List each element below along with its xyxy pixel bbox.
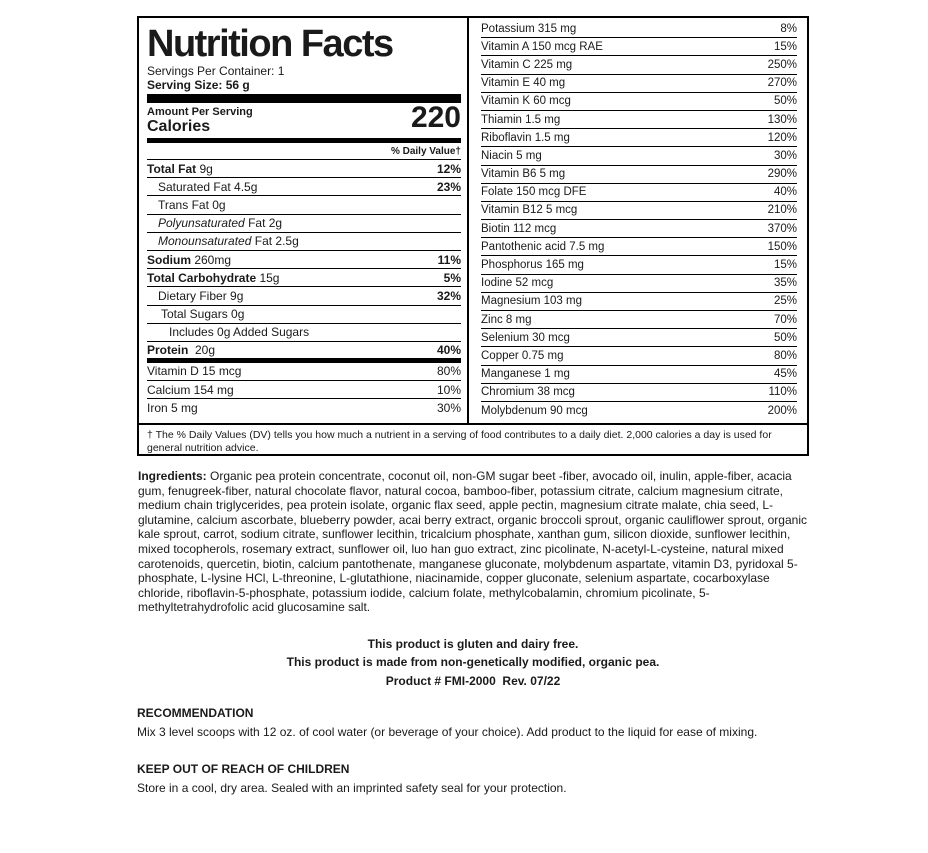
nutrient-row: [147, 160, 461, 178]
nutrient-row: [147, 196, 461, 214]
vitamin-percent: 50%: [773, 95, 797, 108]
nutrient-label-bold: Total Fat: [147, 161, 197, 176]
vitamin-row: [147, 381, 461, 399]
vitamin-label: Zinc 8 mg: [481, 313, 532, 326]
vitamin-row: [481, 147, 797, 165]
vitamin-label: Vitamin A 150 mcg RAE: [481, 40, 603, 53]
vitamin-label: Manganese 1 mg: [481, 368, 570, 381]
nutrient-percent: 40%: [436, 342, 461, 357]
vitamin-percent: 250%: [767, 58, 797, 71]
nutrient-percent: 12%: [436, 161, 461, 176]
vitamin-percent: 200%: [767, 405, 797, 418]
daily-value-header: % Daily Value†: [147, 143, 461, 160]
nutrient-row: [147, 269, 461, 287]
servings-per-container: Servings Per Container: 1: [147, 64, 285, 78]
nutrient-label: Dietary Fiber 9g: [158, 288, 244, 303]
vitamin-percent: 30%: [773, 149, 797, 162]
nutrient-label: 9g: [196, 161, 213, 176]
vitamin-label: Vitamin B6 5 mg: [481, 168, 566, 181]
vitamin-percent: 270%: [767, 77, 797, 90]
vitamin-percent: 15%: [773, 259, 797, 272]
calories-label: Calories: [147, 118, 211, 135]
nutrient-row: [147, 342, 461, 363]
ingredients-text: Organic pea protein concentrate, coconut oil, non-GM sugar beet -fiber, avocado oil, inulin, apple-fiber, acacia gum, fenugreek-fiber, natural chocolate flavor, natural cocoa, bamboo-fiber, potassium citrate, calcium magnesium citrate, medium chain triglycerides, pea protein isolate, organic flax seed, apple pectin, magnesium citrate malate, chia seed, L-glutamine, calcium ascorbate, blueberry powder, acai berry extract, organic broccoli sprout, organic cauliflower sprout, organic kale sprout, carrot, sodium citrate, sunflower lecithin, tricalcium phosphate, xanthan gum, silicon dioxide, sunflower lecithin, mixed tocopherols, rosemary extract, sunflower oil, luo han guo extract, zinc picolinate, N-acetyl-L-cysteine, natural mixed carotenoids, quercetin, biotin, calcium pantothenate, manganese gluconate, molybdenum aspartate, vitamin D3, pyridoxal 5-phosphate, L-lysine HCl, L-threonine, L-glutathione, niacinamide, copper gluconate, selenium aspartate, cocarboxylase chloride, riboflavin-5-phosphate, potassium iodide, calcium folate, methylcobalamin, chromium picolinate, 5-methyltetrahydrofolic acid glucosamine salt.: [138, 469, 807, 615]
recommendation-text: Mix 3 level scoops with 12 oz. of cool water (or beverage of your choice). Add product to the liquid for ease of mixing.: [137, 725, 758, 739]
nutrient-label: Fat 2.5g: [251, 234, 299, 249]
vitamin-percent: 370%: [767, 222, 797, 235]
vitamin-row: [481, 311, 797, 329]
vitamin-label: Iodine 52 mcg: [481, 277, 554, 290]
nutrient-percent: 32%: [436, 288, 461, 303]
nutrient-label: 20g: [188, 342, 216, 357]
gluten-free-statement: This product is gluten and dairy free.: [367, 637, 579, 651]
vitamin-percent: 8%: [780, 22, 797, 35]
nutrition-left-column: [139, 18, 469, 423]
vitamin-row: [481, 75, 797, 93]
vitamin-percent: 80%: [436, 364, 461, 379]
vitamin-percent: 70%: [773, 313, 797, 326]
nutrient-label: Fat 2g: [244, 216, 283, 231]
nutrient-row: [147, 306, 461, 324]
vitamin-row: [481, 275, 797, 293]
calories-block: [147, 103, 461, 143]
ingredients-label: Ingredients:: [138, 469, 207, 483]
vitamin-percent: 150%: [767, 240, 797, 253]
vitamin-row: [481, 20, 797, 38]
nutrient-label: Saturated Fat 4.5g: [158, 179, 258, 194]
nutrient-label: 260mg: [191, 252, 232, 267]
vitamin-row: [481, 293, 797, 311]
vitamin-percent: 35%: [773, 277, 797, 290]
nutrient-row: [147, 215, 461, 233]
vitamin-percent: 10%: [436, 382, 461, 397]
nutrient-percent: 23%: [436, 179, 461, 194]
vitamin-label: Thiamin 1.5 mg: [481, 113, 561, 126]
nutrition-facts-panel: [137, 16, 809, 456]
vitamin-label: Magnesium 103 mg: [481, 295, 582, 308]
vitamin-percent: 30%: [436, 401, 461, 416]
vitamin-label: Vitamin E 40 mg: [481, 77, 566, 90]
non-gmo-statement: This product is made from non-genetically modified, organic pea.: [286, 655, 660, 669]
vitamin-row: [481, 38, 797, 56]
nutrient-percent: 11%: [437, 252, 461, 267]
vitamin-row: [481, 256, 797, 274]
vitamin-row: [481, 220, 797, 238]
vitamin-label: Vitamin D 15 mcg: [147, 364, 242, 379]
vitamin-label: Phosphorus 165 mg: [481, 259, 584, 272]
vitamin-label: Potassium 315 mg: [481, 22, 577, 35]
vitamin-label: Pantothenic acid 7.5 mg: [481, 240, 605, 253]
vitamin-row: [147, 399, 461, 417]
vitamin-label: Selenium 30 mcg: [481, 331, 570, 344]
nutrient-label-bold: Protein: [147, 342, 189, 357]
vitamin-label: Biotin 112 mcg: [481, 222, 557, 235]
vitamin-row: [481, 56, 797, 74]
vitamin-percent: 15%: [773, 40, 797, 53]
vitamin-label: Niacin 5 mg: [481, 149, 542, 162]
ingredients-paragraph: [138, 469, 808, 615]
serving-size: Serving Size: 56 g: [147, 78, 250, 92]
product-number: Product # FMI-2000 Rev. 07/22: [385, 674, 561, 688]
vitamin-percent: 110%: [768, 386, 797, 399]
vitamin-row: [481, 111, 797, 129]
vitamin-label: Chromium 38 mcg: [481, 386, 575, 399]
nutrient-label-italic: Polyunsaturated: [158, 216, 245, 231]
nutrient-label-bold: Total Carbohydrate: [147, 270, 257, 285]
nutrient-row: [147, 287, 461, 305]
nutrient-label: Includes 0g Added Sugars: [169, 325, 310, 340]
vitamin-row: [481, 184, 797, 202]
vitamin-percent: 120%: [767, 131, 797, 144]
recommendation-heading: RECOMMENDATION: [137, 706, 254, 720]
vitamin-row: [481, 384, 797, 402]
vitamin-row: [481, 402, 797, 420]
vitamin-percent: 25%: [773, 295, 797, 308]
vitamin-label: Vitamin C 225 mg: [481, 58, 573, 71]
vitamin-label: Folate 150 mcg DFE: [481, 186, 587, 199]
nutrient-label: Total Sugars 0g: [161, 307, 245, 322]
nutrient-label-bold: Sodium: [147, 252, 191, 267]
storage-text: Store in a cool, dry area. Sealed with an imprinted safety seal for your protection.: [137, 781, 567, 795]
vitamin-percent: 40%: [773, 186, 797, 199]
vitamin-percent: 290%: [767, 168, 797, 181]
nutrient-label: 15g: [256, 270, 280, 285]
nutrition-right-column: [469, 18, 807, 423]
vitamin-row: [481, 238, 797, 256]
vitamin-percent: 50%: [773, 331, 797, 344]
nutrient-label-italic: Monounsaturated: [158, 234, 252, 249]
amount-per-serving-label: Amount Per Serving: [147, 106, 253, 118]
nutrition-facts-title: Nutrition Facts: [147, 23, 393, 65]
vitamin-row: [481, 202, 797, 220]
vitamin-row: [147, 363, 461, 381]
vitamin-percent: 210%: [767, 204, 797, 217]
nutrient-label: Trans Fat 0g: [158, 197, 226, 212]
vitamin-row: [481, 129, 797, 147]
vitamin-label: Copper 0.75 mg: [481, 349, 564, 362]
vitamin-percent: 130%: [767, 113, 797, 126]
nutrient-row: [147, 233, 461, 251]
vitamin-label: Vitamin K 60 mcg: [481, 95, 571, 108]
vitamin-label: Molybdenum 90 mcg: [481, 405, 588, 418]
vitamin-row: [481, 93, 797, 111]
vitamin-row: [481, 347, 797, 365]
nutrient-row: [147, 178, 461, 196]
vitamin-row: [481, 329, 797, 347]
vitamin-label: Iron 5 mg: [147, 401, 198, 416]
vitamin-percent: 80%: [773, 349, 797, 362]
calories-value: 220: [410, 101, 461, 134]
vitamin-label: Calcium 154 mg: [147, 382, 234, 397]
nutrient-row: [147, 324, 461, 342]
nutrient-row: [147, 251, 461, 269]
vitamin-row: [481, 366, 797, 384]
vitamin-label: Vitamin B12 5 mcg: [481, 204, 578, 217]
vitamin-percent: 45%: [773, 368, 797, 381]
warning-heading: KEEP OUT OF REACH OF CHILDREN: [137, 762, 350, 776]
vitamin-label: Riboflavin 1.5 mg: [481, 131, 570, 144]
daily-value-footnote: † The % Daily Values (DV) tells you how much a nutrient in a serving of food contributes to a daily diet. 2,000 calories a day is used for general nutrition advice.: [139, 423, 807, 454]
vitamin-row: [481, 166, 797, 184]
nutrient-percent: 5%: [443, 270, 461, 285]
